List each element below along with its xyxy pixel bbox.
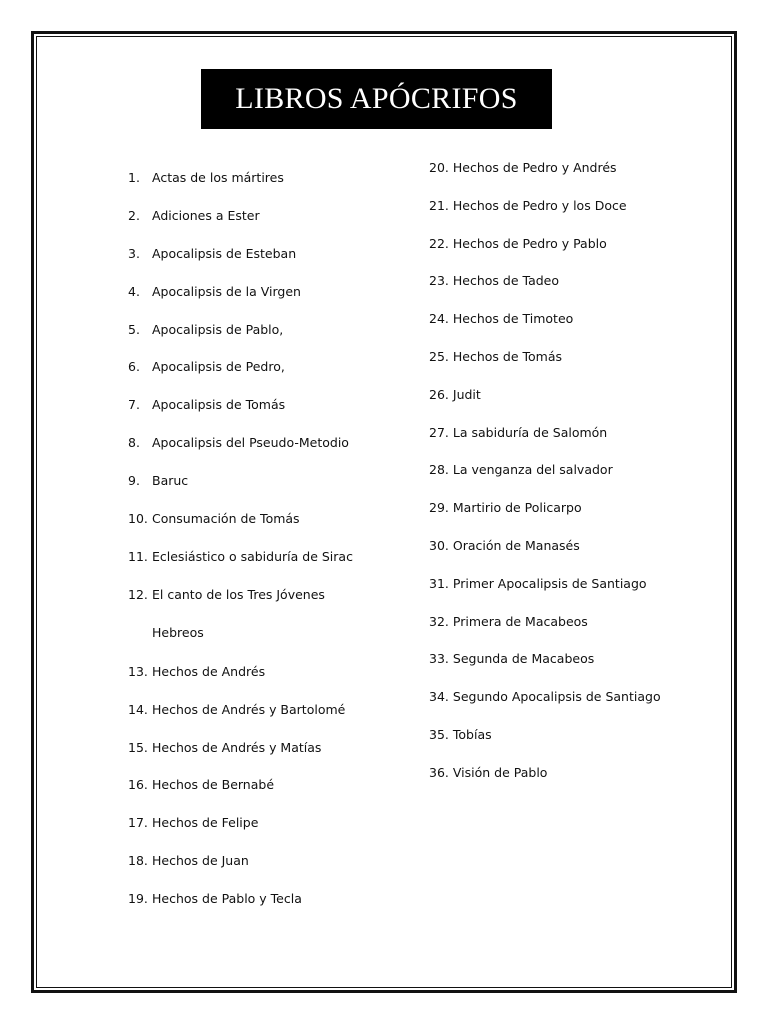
list-item — [128, 700, 418, 720]
item-text: Hechos de Felipe — [152, 815, 259, 831]
list-item — [128, 585, 418, 652]
item-number: 1. — [128, 170, 140, 185]
item-text: Oración de Manasés — [452, 537, 580, 553]
item-text: Hechos de Tadeo — [452, 273, 560, 289]
list-item — [128, 775, 418, 795]
item-number: 33. — [429, 651, 449, 667]
list-item — [429, 687, 729, 707]
list-item — [128, 471, 418, 491]
list-item — [128, 244, 418, 264]
item-number: 22. — [429, 235, 449, 251]
item-text: Apocalipsis de Pedro, — [152, 359, 285, 375]
item-text: Adiciones a Ester — [152, 207, 260, 223]
list-item — [128, 662, 418, 682]
list-item — [429, 574, 729, 594]
list-item — [429, 725, 729, 745]
item-text: Eclesiástico o sabiduría de Sirac — [152, 548, 353, 564]
list-item — [128, 206, 418, 226]
item-text: Actas de los mártires — [152, 170, 284, 185]
list-item — [429, 271, 729, 291]
list-item — [429, 385, 729, 405]
item-text: Apocalipsis de Tomás — [152, 397, 286, 413]
list-item — [429, 234, 729, 254]
item-number: 19. — [128, 891, 148, 907]
item-number: 30. — [429, 537, 449, 553]
list-item — [128, 889, 418, 909]
item-text: La sabiduría de Salomón — [452, 424, 608, 440]
item-number: 28. — [429, 462, 449, 478]
item-number: 27. — [429, 424, 449, 440]
list-item — [429, 612, 729, 632]
item-text: Tobías — [452, 726, 492, 742]
item-text: Hechos de Timoteo — [452, 311, 574, 327]
item-text: Segunda de Macabeos — [452, 651, 595, 667]
item-text: Hechos de Pedro y los Doce — [452, 197, 627, 213]
list-item — [429, 498, 729, 518]
book-list-right — [429, 158, 729, 801]
list-item — [128, 395, 418, 415]
item-number: 20. — [429, 160, 449, 175]
item-text: La venganza del salvador — [452, 462, 613, 478]
item-number: 14. — [128, 701, 148, 717]
item-number: 24. — [429, 311, 449, 327]
item-text: Primer Apocalipsis de Santiago — [452, 575, 647, 591]
item-text: Hechos de Pedro y Andrés — [452, 160, 617, 175]
item-number: 26. — [429, 386, 449, 402]
item-number: 36. — [429, 764, 449, 780]
list-item — [128, 357, 418, 377]
item-text: Primera de Macabeos — [452, 613, 588, 629]
item-number: 34. — [429, 689, 449, 705]
page-title: LIBROS APÓCRIFOS — [201, 69, 552, 129]
item-number: 15. — [128, 739, 148, 755]
item-number: 10. — [128, 511, 148, 527]
item-text: Apocalipsis de Pablo, — [152, 321, 284, 337]
list-item — [128, 738, 418, 758]
list-item — [429, 309, 729, 329]
item-text: Consumación de Tomás — [152, 511, 300, 527]
item-number: 25. — [429, 348, 449, 364]
item-text: Hechos de Juan — [152, 853, 249, 869]
item-number: 6. — [128, 359, 140, 375]
item-number: 23. — [429, 273, 449, 289]
list-item — [128, 509, 418, 529]
list-item — [128, 851, 418, 871]
item-number: 21. — [429, 197, 449, 213]
item-number: 29. — [429, 500, 449, 516]
item-number: 7. — [128, 397, 140, 413]
item-text: Apocalipsis de la Virgen — [152, 283, 301, 299]
item-number: 35. — [429, 726, 449, 742]
item-number: 3. — [128, 245, 140, 261]
list-item — [429, 536, 729, 556]
item-text: Judit — [452, 386, 481, 402]
item-text: Hechos de Tomás — [452, 348, 563, 364]
book-list-left — [128, 168, 418, 927]
list-item — [429, 423, 729, 443]
list-item — [128, 168, 418, 188]
list-item — [128, 282, 418, 302]
item-text: Hechos de Andrés — [152, 663, 266, 679]
item-text: Martirio de Policarpo — [452, 500, 582, 516]
item-number: 12. — [128, 586, 148, 602]
item-text: Baruc — [152, 473, 189, 489]
item-text: Segundo Apocalipsis de Santiago — [452, 689, 661, 705]
list-item — [429, 649, 729, 669]
item-text: Hechos de Pablo y Tecla — [152, 891, 302, 907]
list-item — [429, 196, 729, 216]
list-item — [429, 158, 729, 178]
item-text: Hechos de Andrés y Matías — [152, 739, 322, 755]
item-text: Hechos de Pedro y Pablo — [452, 235, 607, 251]
item-text: El canto de los Tres Jóvenes Hebreos — [152, 586, 325, 640]
item-number: 17. — [128, 815, 148, 831]
item-number: 13. — [128, 663, 148, 679]
list-item — [128, 813, 418, 833]
item-text: Apocalipsis de Esteban — [152, 245, 297, 261]
item-number: 18. — [128, 853, 148, 869]
item-text: Visión de Pablo — [452, 764, 548, 780]
list-item — [128, 433, 418, 453]
item-text: Hechos de Andrés y Bartolomé — [152, 701, 346, 717]
list-item — [128, 320, 418, 340]
item-number: 4. — [128, 283, 140, 299]
list-item — [429, 347, 729, 367]
item-number: 8. — [128, 435, 140, 451]
item-number: 2. — [128, 207, 140, 223]
item-text: Apocalipsis del Pseudo-Metodio — [152, 435, 349, 451]
list-item — [429, 763, 729, 783]
item-text: Hechos de Bernabé — [152, 777, 275, 793]
item-number: 9. — [128, 473, 140, 489]
item-number: 5. — [128, 321, 140, 337]
list-item — [429, 460, 729, 480]
item-number: 16. — [128, 777, 148, 793]
item-number: 32. — [429, 613, 449, 629]
list-item — [128, 547, 418, 567]
item-number: 11. — [128, 548, 148, 564]
item-number: 31. — [429, 575, 449, 591]
